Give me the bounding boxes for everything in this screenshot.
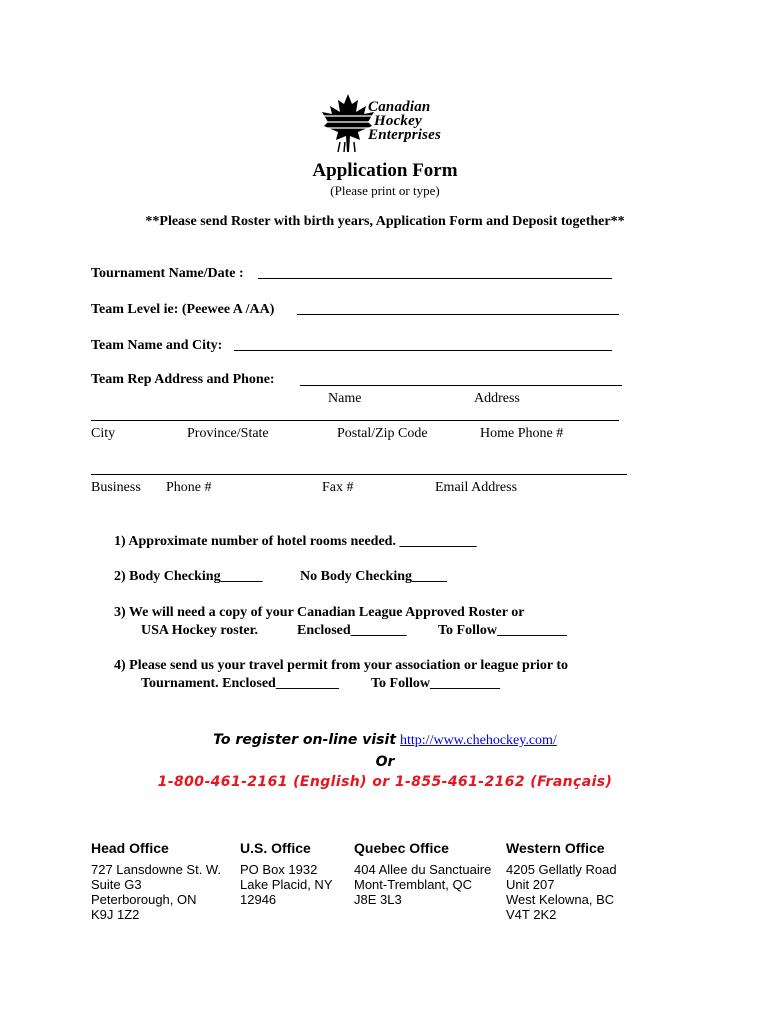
sub-label-business: Business	[91, 480, 141, 495]
office-address-line: West Kelowna, BC	[506, 892, 615, 907]
question-roster-line-1: 3) We will need a copy of your Canadian League Approved Roster or	[114, 605, 525, 620]
office-address-line: PO Box 1932	[240, 862, 318, 877]
roster-to-follow[interactable]: To Follow__________	[438, 623, 567, 638]
office-address-line: K9J 1Z2	[91, 907, 140, 922]
register-prefix: To register on-line visit	[213, 732, 397, 748]
register-link[interactable]: http://www.chehockey.com/	[400, 733, 557, 748]
tournament-input-line[interactable]	[258, 278, 612, 279]
tournament-label: Tournament Name/Date :	[91, 266, 244, 281]
question-roster-line-2: USA Hockey roster.	[141, 623, 259, 638]
team-name-city-input-line[interactable]	[234, 350, 612, 351]
sub-label-city: City	[91, 426, 116, 441]
team-level-label: Team Level ie: (Peewee A /AA)	[91, 302, 275, 317]
office-name: U.S. Office	[240, 840, 311, 856]
travel-permit-to-follow[interactable]: To Follow__________	[371, 676, 500, 691]
office-address-line: J8E 3L3	[354, 892, 402, 907]
question-no-body-checking[interactable]: No Body Checking_____	[300, 569, 448, 584]
office-address-line: V4T 2K2	[506, 907, 557, 922]
team-rep-label: Team Rep Address and Phone:	[91, 372, 275, 387]
office-us	[240, 840, 333, 907]
office-western	[506, 840, 617, 922]
office-quebec	[354, 840, 491, 907]
sub-label-home-phone: Home Phone #	[480, 426, 564, 441]
contact-input-line[interactable]	[91, 474, 627, 475]
page-subtitle: (Please print or type)	[330, 183, 440, 198]
office-name: Head Office	[91, 840, 169, 856]
office-address-line: Unit 207	[506, 877, 555, 892]
register-line	[0, 731, 770, 749]
sub-label-phone: Phone #	[166, 480, 212, 495]
register-or: Or	[375, 754, 395, 770]
company-logo	[318, 92, 458, 154]
page-title: Application Form	[312, 160, 458, 181]
notice-text: **Please send Roster with birth years, Application Form and Deposit together**	[145, 214, 625, 229]
sub-label-name: Name	[328, 391, 362, 406]
logo-line-3: Enterprises	[368, 127, 442, 143]
roster-enclosed[interactable]: Enclosed________	[297, 623, 407, 638]
office-name: Quebec Office	[354, 840, 449, 856]
office-address-line: Mont-Tremblant, QC	[354, 877, 472, 892]
sub-label-province: Province/State	[187, 426, 269, 441]
address-input-line[interactable]	[91, 420, 619, 421]
office-head	[91, 840, 221, 922]
sub-label-postal: Postal/Zip Code	[337, 426, 428, 441]
office-address-line: 727 Lansdowne St. W.	[91, 862, 222, 877]
logo-line-1: Canadian	[368, 99, 431, 115]
office-address-line: Lake Placid, NY	[240, 877, 333, 892]
office-name: Western Office	[506, 840, 605, 856]
question-hotel-rooms[interactable]: 1) Approximate number of hotel rooms needed. ___________	[114, 534, 477, 549]
office-address-line: 404 Allee du Sanctuaire	[354, 862, 492, 877]
team-level-input-line[interactable]	[297, 314, 619, 315]
question-body-checking[interactable]: 2) Body Checking______	[114, 569, 263, 584]
register-phones: 1-800-461-2161 (English) or 1-855-461-2162 (Français)	[157, 774, 613, 790]
team-rep-input-line[interactable]	[300, 385, 622, 386]
team-name-city-label: Team Name and City:	[91, 338, 223, 353]
office-address-line: 4205 Gellatly Road	[506, 862, 617, 877]
sub-label-address: Address	[474, 391, 520, 406]
travel-permit-enclosed[interactable]: Tournament. Enclosed_________	[141, 676, 339, 691]
sub-label-fax: Fax #	[322, 480, 354, 495]
office-address-line: 12946	[240, 892, 277, 907]
office-address-line: Suite G3	[91, 877, 142, 892]
question-travel-permit-line-1: 4) Please send us your travel permit from your association or league prior to	[114, 658, 569, 673]
logo-line-2: Hockey	[374, 113, 422, 129]
sub-label-email: Email Address	[435, 480, 518, 495]
office-address-line: Peterborough, ON	[91, 892, 197, 907]
